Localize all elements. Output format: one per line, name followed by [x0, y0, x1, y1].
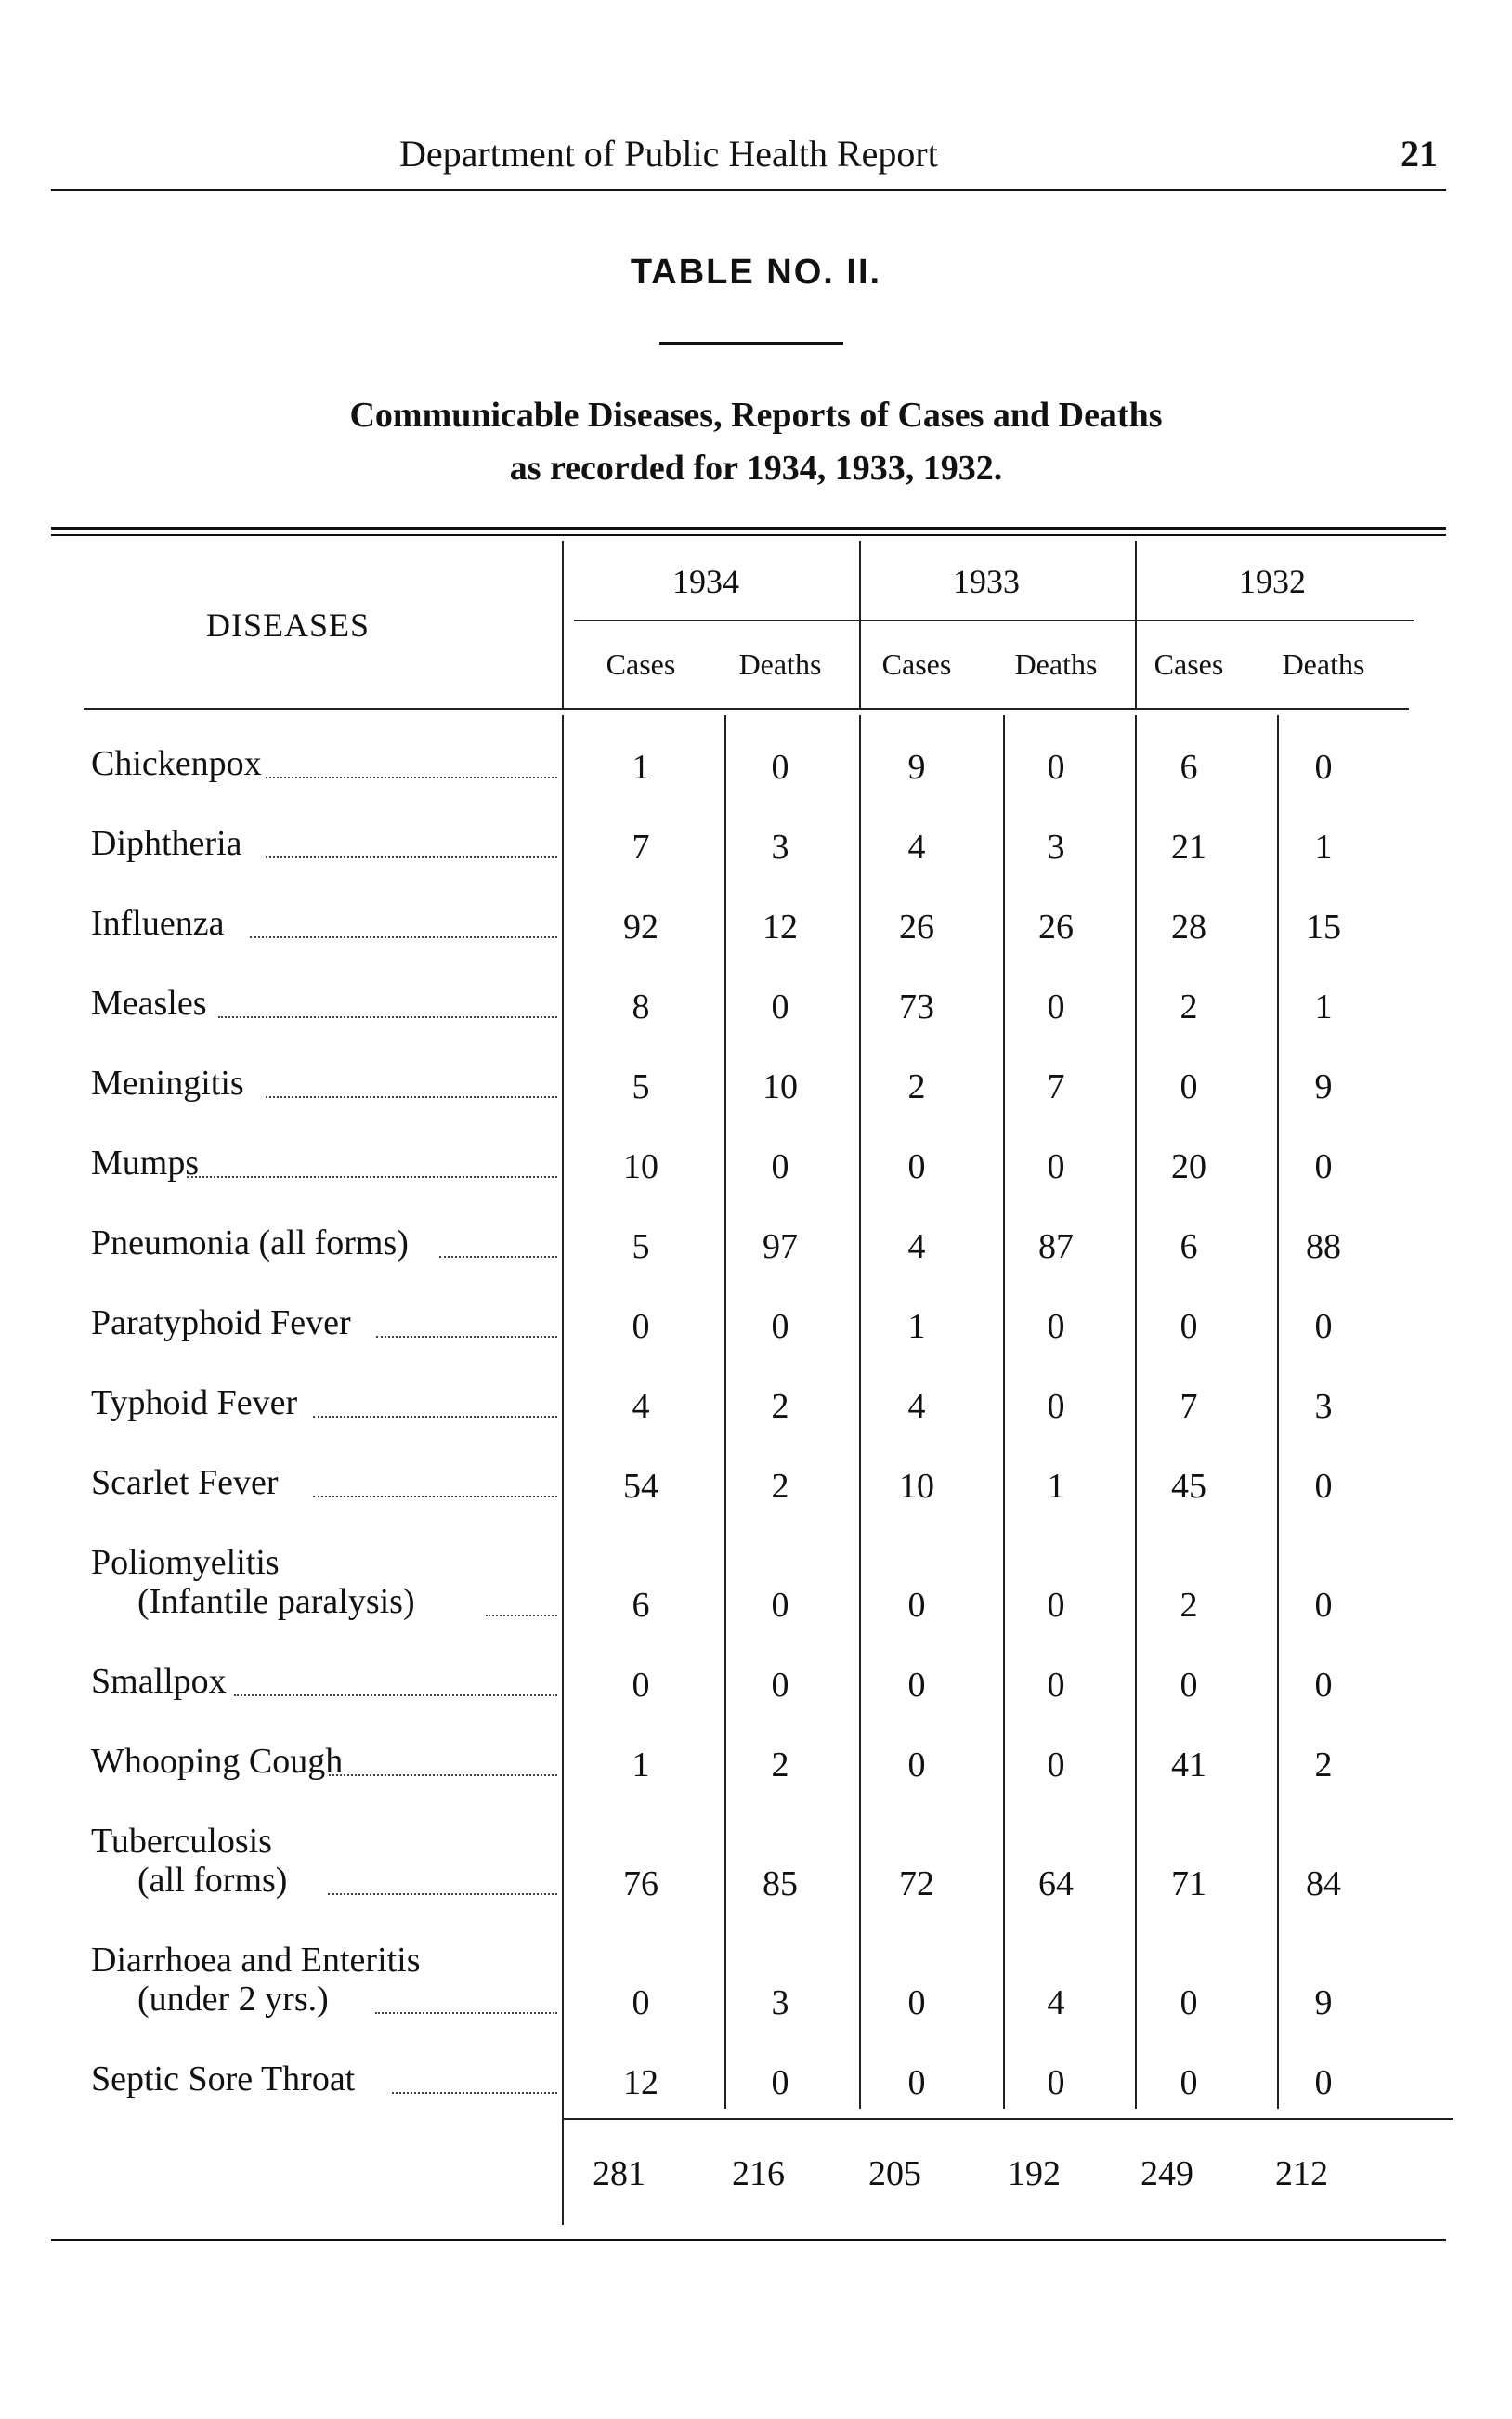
- leader-dots: [266, 1096, 557, 1098]
- table-cell: 9: [1314, 1983, 1333, 2022]
- table-cell: 45: [1171, 1467, 1206, 1506]
- table-cell: 0: [1047, 1387, 1065, 1426]
- total-cell: 212: [1275, 2154, 1328, 2193]
- header-divider-1: [859, 541, 861, 708]
- table-cell: 7: [1047, 1067, 1065, 1106]
- deaths-header-1934: Deaths: [738, 647, 822, 681]
- column-divider-4: [1135, 715, 1137, 2109]
- disease-name: Influenza: [91, 904, 225, 943]
- table-cell: 6: [1180, 1227, 1198, 1266]
- table-cell: 1: [1314, 987, 1333, 1026]
- table-cell: 0: [1047, 1666, 1065, 1705]
- table-cell: 10: [623, 1147, 658, 1186]
- cases-header-1933: Cases: [881, 647, 952, 681]
- disease-name-subline: (under 2 yrs.): [137, 1980, 329, 2019]
- table-cell: 0: [1314, 1586, 1333, 1625]
- table-cell: 0: [771, 1307, 789, 1346]
- table-cell: 0: [1047, 1746, 1065, 1785]
- header-divider-2: [1135, 541, 1137, 708]
- table-cell: 1: [1047, 1467, 1065, 1506]
- table-cell: 0: [1180, 1983, 1198, 2022]
- table-cell: 2: [771, 1387, 789, 1426]
- table-cell: 0: [1180, 1666, 1198, 1705]
- table-cell: 7: [632, 828, 650, 867]
- table-cell: 6: [632, 1586, 650, 1625]
- table-cell: 84: [1306, 1864, 1341, 1903]
- caption-line-1: Communicable Diseases, Reports of Cases and Deaths: [349, 396, 1163, 435]
- table-cell: 88: [1306, 1227, 1341, 1266]
- table-cell: 4: [632, 1387, 650, 1426]
- total-cell: 281: [593, 2154, 645, 2193]
- table-cell: 0: [632, 1983, 650, 2022]
- disease-name: Typhoid Fever: [91, 1383, 298, 1422]
- table-cell: 9: [1314, 1067, 1333, 1106]
- table-cell: 0: [1047, 2063, 1065, 2102]
- table-cell: 5: [632, 1227, 650, 1266]
- table-cell: 0: [1180, 1307, 1198, 1346]
- page-number: 21: [1401, 133, 1438, 175]
- leader-dots: [266, 856, 557, 858]
- totals-rule: [562, 2118, 1453, 2120]
- table-cell: 92: [623, 908, 658, 947]
- table-cell: 8: [632, 987, 650, 1026]
- header-rule: [51, 189, 1446, 191]
- caption-line-2: as recorded for 1934, 1933, 1932.: [509, 449, 1003, 488]
- header-bottom-rule: [84, 708, 1409, 710]
- leader-dots: [329, 1774, 557, 1776]
- leader-dots: [328, 1893, 557, 1895]
- table-cell: 20: [1171, 1147, 1206, 1186]
- table-cell: 64: [1038, 1864, 1074, 1903]
- table-cell: 0: [771, 2063, 789, 2102]
- table-cell: 26: [899, 908, 934, 947]
- total-cell: 216: [732, 2154, 785, 2193]
- running-header-title: Department of Public Health Report: [399, 133, 938, 175]
- table-cell: 0: [1047, 1147, 1065, 1186]
- table-cell: 0: [1047, 1586, 1065, 1625]
- table-title: TABLE NO. II.: [630, 253, 882, 292]
- disease-name: Poliomyelitis: [91, 1543, 280, 1582]
- table-cell: 0: [1180, 1067, 1198, 1106]
- table-cell: 4: [907, 1387, 926, 1426]
- table-cell: 87: [1038, 1227, 1074, 1266]
- table-cell: 10: [899, 1467, 934, 1506]
- disease-name: Mumps: [91, 1144, 200, 1183]
- year-header-1934: 1934: [672, 563, 739, 600]
- disease-name: Diarrhoea and Enteritis: [91, 1941, 421, 1980]
- table-cell: 12: [763, 908, 798, 947]
- table-cell: 1: [632, 1746, 650, 1785]
- table-cell: 1: [1314, 828, 1333, 867]
- table-cell: 0: [1314, 2063, 1333, 2102]
- column-divider-5: [1277, 715, 1279, 2109]
- table-cell: 0: [907, 2063, 926, 2102]
- table-cell: 12: [623, 2063, 658, 2102]
- table-cell: 7: [1180, 1387, 1198, 1426]
- table-cell: 3: [1314, 1387, 1333, 1426]
- disease-name: Tuberculosis: [91, 1822, 272, 1861]
- table-cell: 3: [771, 1983, 789, 2022]
- disease-name: Chickenpox: [91, 744, 262, 783]
- table-top-rule-inner: [51, 534, 1446, 536]
- table-cell: 0: [1047, 748, 1065, 787]
- table-cell: 0: [632, 1307, 650, 1346]
- table-cell: 3: [771, 828, 789, 867]
- leader-dots: [392, 2092, 557, 2094]
- table-cell: 3: [1047, 828, 1065, 867]
- table-cell: 0: [907, 1983, 926, 2022]
- table-cell: 54: [623, 1467, 658, 1506]
- table-cell: 0: [907, 1666, 926, 1705]
- table-cell: 0: [1314, 748, 1333, 787]
- cases-header-1932: Cases: [1154, 647, 1224, 681]
- year-subheader-rule: [574, 620, 1414, 621]
- total-cell: 249: [1141, 2154, 1193, 2193]
- table-cell: 0: [1314, 1147, 1333, 1186]
- leader-dots: [313, 1416, 557, 1418]
- table-cell: 2: [1180, 987, 1198, 1026]
- table-cell: 9: [907, 748, 926, 787]
- disease-name: Whooping Cough: [91, 1742, 344, 1781]
- table-cell: 2: [771, 1467, 789, 1506]
- table-cell: 0: [1047, 987, 1065, 1026]
- table-bottom-rule: [51, 2239, 1446, 2241]
- year-header-1932: 1932: [1239, 563, 1306, 600]
- column-divider-0: [562, 715, 564, 2225]
- leader-dots: [234, 1694, 557, 1696]
- table-cell: 2: [907, 1067, 926, 1106]
- table-cell: 4: [907, 828, 926, 867]
- leader-dots: [187, 1176, 557, 1178]
- disease-name: Pneumonia (all forms): [91, 1223, 409, 1262]
- table-cell: 2: [1314, 1746, 1333, 1785]
- table-cell: 0: [1314, 1307, 1333, 1346]
- table-cell: 1: [907, 1307, 926, 1346]
- disease-name-subline: (all forms): [137, 1861, 288, 1900]
- table-cell: 4: [907, 1227, 926, 1266]
- table-cell: 0: [1314, 1666, 1333, 1705]
- leader-dots: [375, 2012, 557, 2014]
- disease-name: Septic Sore Throat: [91, 2059, 356, 2099]
- table-cell: 21: [1171, 828, 1206, 867]
- disease-name: Smallpox: [91, 1662, 227, 1701]
- leader-dots: [376, 1336, 557, 1338]
- column-divider-1: [724, 715, 726, 2109]
- column-divider-3: [1003, 715, 1005, 2109]
- table-cell: 0: [632, 1666, 650, 1705]
- cases-header-1934: Cases: [606, 647, 676, 681]
- table-cell: 10: [763, 1067, 798, 1106]
- table-cell: 0: [771, 987, 789, 1026]
- deaths-header-1933: Deaths: [1014, 647, 1098, 681]
- title-divider: [659, 342, 843, 345]
- table-cell: 0: [1314, 1467, 1333, 1506]
- table-cell: 41: [1171, 1746, 1206, 1785]
- table-cell: 26: [1038, 908, 1074, 947]
- deaths-header-1932: Deaths: [1282, 647, 1365, 681]
- table-cell: 2: [1180, 1586, 1198, 1625]
- table-cell: 28: [1171, 908, 1206, 947]
- table-cell: 0: [771, 1147, 789, 1186]
- leader-dots: [313, 1496, 557, 1497]
- table-cell: 97: [763, 1227, 798, 1266]
- disease-name-subline: (Infantile paralysis): [137, 1582, 415, 1621]
- header-divider-0: [562, 541, 564, 708]
- leader-dots: [218, 1016, 557, 1018]
- disease-name: Scarlet Fever: [91, 1463, 279, 1502]
- table-cell: 4: [1047, 1983, 1065, 2022]
- table-cell: 2: [771, 1746, 789, 1785]
- diseases-column-header: DISEASES: [206, 607, 371, 644]
- table-cell: 0: [1047, 1307, 1065, 1346]
- leader-dots: [266, 777, 557, 778]
- table-cell: 5: [632, 1067, 650, 1106]
- disease-name: Meningitis: [91, 1064, 244, 1103]
- table-cell: 71: [1171, 1864, 1206, 1903]
- table-cell: 85: [763, 1864, 798, 1903]
- column-divider-2: [859, 715, 861, 2109]
- table-cell: 0: [771, 748, 789, 787]
- table-cell: 0: [1180, 2063, 1198, 2102]
- total-cell: 205: [868, 2154, 921, 2193]
- table-cell: 0: [771, 1586, 789, 1625]
- table-cell: 0: [907, 1586, 926, 1625]
- disease-name: Measles: [91, 984, 207, 1023]
- table-cell: 1: [632, 748, 650, 787]
- table-cell: 6: [1180, 748, 1198, 787]
- table-cell: 0: [907, 1147, 926, 1186]
- year-header-1933: 1933: [953, 563, 1020, 600]
- leader-dots: [439, 1256, 557, 1258]
- table-cell: 73: [899, 987, 934, 1026]
- table-cell: 0: [907, 1746, 926, 1785]
- disease-name: Diphtheria: [91, 824, 242, 863]
- leader-dots: [486, 1615, 557, 1616]
- table-cell: 0: [771, 1666, 789, 1705]
- leader-dots: [250, 936, 557, 938]
- table-cell: 72: [899, 1864, 934, 1903]
- disease-name: Paratyphoid Fever: [91, 1303, 351, 1342]
- total-cell: 192: [1008, 2154, 1061, 2193]
- table-cell: 15: [1306, 908, 1341, 947]
- table-top-rule: [51, 527, 1446, 530]
- table-cell: 76: [623, 1864, 658, 1903]
